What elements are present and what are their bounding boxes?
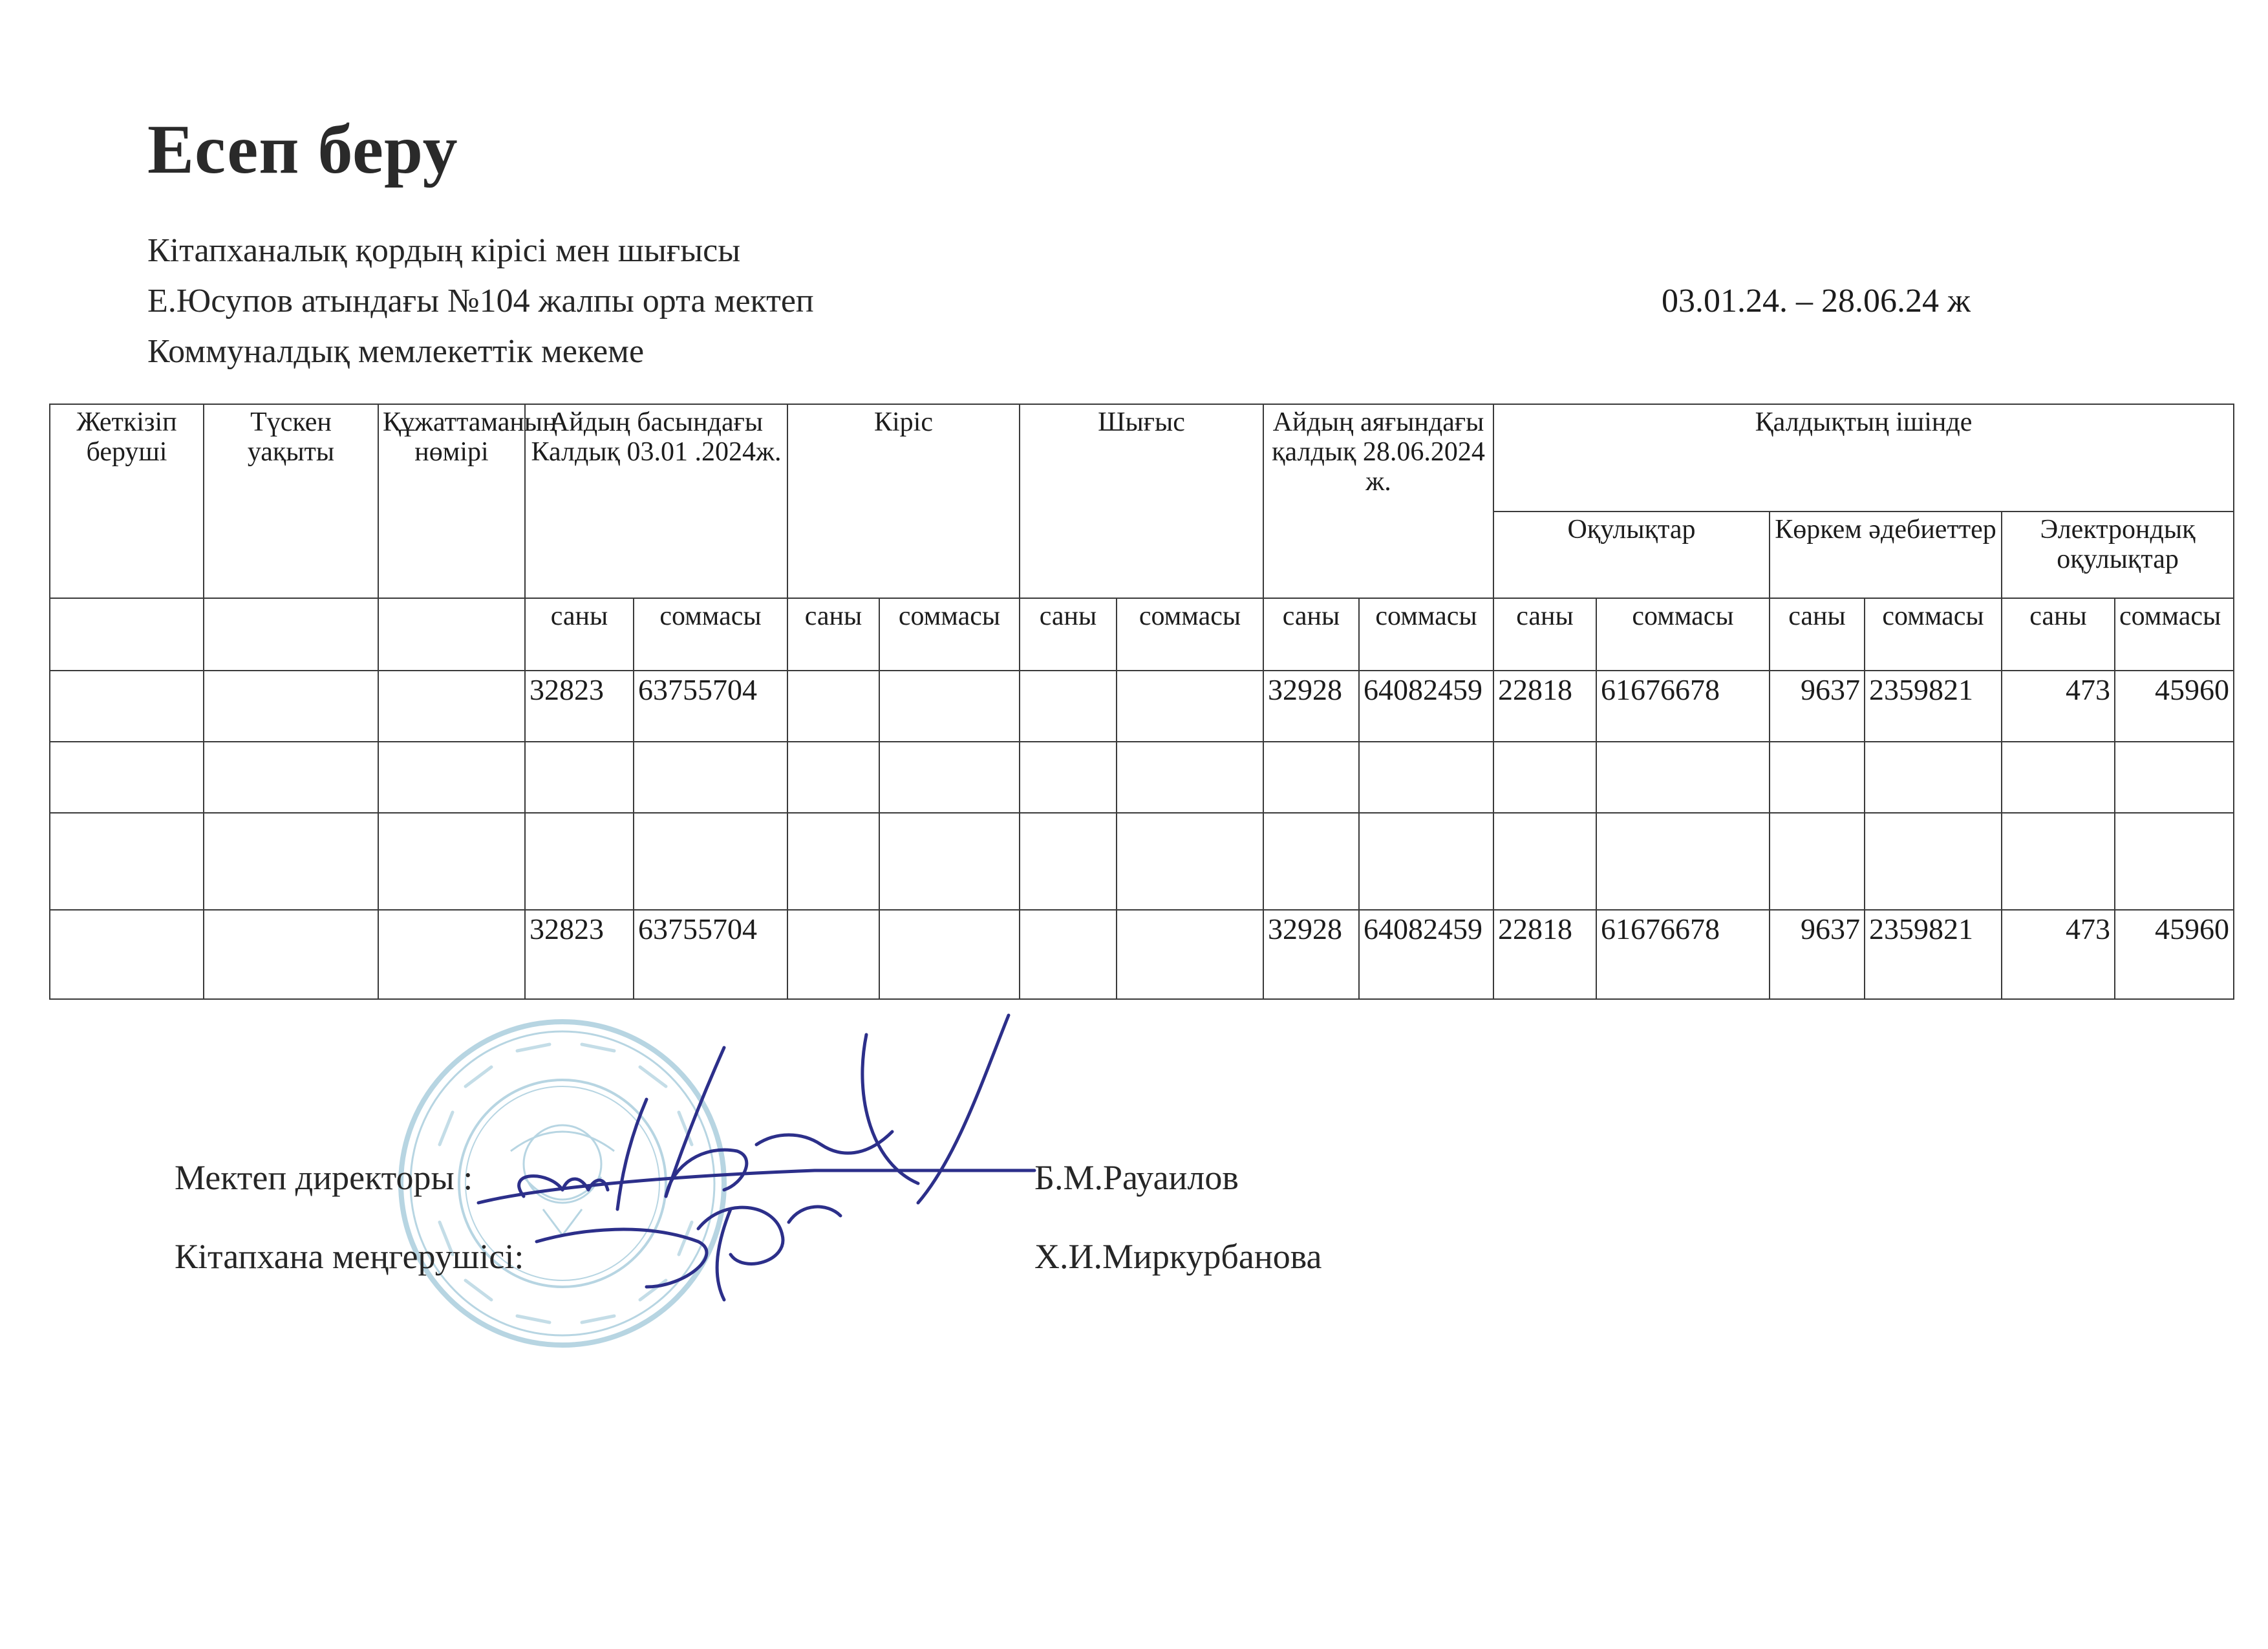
- header-end-balance: Айдың аяғындағы қалдық 28.06.2024 ж.: [1263, 404, 1493, 598]
- table-cell: [50, 598, 204, 671]
- electronic-sum: 45960: [2115, 671, 2234, 742]
- table-cell: [1117, 742, 1263, 813]
- table-cell: [50, 813, 204, 910]
- header-textbooks: Оқулықтар: [1493, 512, 1770, 598]
- page-title: Есеп беру: [147, 111, 458, 188]
- table-cell: [50, 742, 204, 813]
- table-cell: [1596, 742, 1770, 813]
- fiction-sum: 2359821: [1865, 910, 2002, 999]
- table-cell: [1020, 742, 1117, 813]
- table-cell: [1770, 813, 1865, 910]
- subheader-sum: соммасы: [879, 598, 1020, 671]
- table-cell: [378, 742, 525, 813]
- subheader-sum: соммасы: [1117, 598, 1263, 671]
- subheader-sum: соммасы: [634, 598, 787, 671]
- expense-count: [1020, 910, 1117, 999]
- fiction-count: 9637: [1770, 910, 1865, 999]
- table-cell: [1263, 742, 1359, 813]
- subheader-count: саны: [1493, 598, 1596, 671]
- table-cell: [787, 813, 879, 910]
- table-cell: [204, 671, 378, 742]
- expense-sum: [1117, 910, 1263, 999]
- table-cell: [1359, 742, 1493, 813]
- income-count: [787, 671, 879, 742]
- header-supplier: Жеткізіп беруші: [50, 404, 204, 598]
- header-document-number: Құжаттаманың нөмірі: [378, 404, 525, 598]
- table-cell: [1263, 813, 1359, 910]
- table-cell: [50, 910, 204, 999]
- table-cell: [204, 742, 378, 813]
- subheader-count: саны: [1263, 598, 1359, 671]
- table-cell: [1493, 813, 1596, 910]
- table-cell: [1770, 742, 1865, 813]
- end-balance-sum: 64082459: [1359, 671, 1493, 742]
- table-cell: [1865, 813, 2002, 910]
- subheader-sum: соммасы: [2115, 598, 2234, 671]
- start-balance-sum: 63755704: [634, 671, 787, 742]
- table-cell: [1865, 742, 2002, 813]
- electronic-count: 473: [2002, 671, 2115, 742]
- income-count: [787, 910, 879, 999]
- income-sum: [879, 671, 1020, 742]
- table-cell: [378, 598, 525, 671]
- table-row: [50, 742, 2234, 813]
- director-name: Б.М.Рауаилов: [1034, 1158, 1239, 1197]
- end-balance-count: 32928: [1263, 910, 1359, 999]
- table-cell: [2115, 742, 2234, 813]
- subheader-count: саны: [787, 598, 879, 671]
- table-cell: [378, 910, 525, 999]
- report-period: 03.01.24. – 28.06.24 ж: [1662, 283, 1971, 319]
- header-fiction: Көркем әдебиеттер: [1770, 512, 2002, 598]
- start-balance-sum: 63755704: [634, 910, 787, 999]
- table-cell: [1359, 813, 1493, 910]
- table-row: [50, 813, 2234, 910]
- institution-type: Коммуналдық мемлекеттік мекеме: [147, 333, 645, 370]
- table-cell: [50, 671, 204, 742]
- textbooks-count: 22818: [1493, 910, 1596, 999]
- subheader-sum: соммасы: [1596, 598, 1770, 671]
- table-row-total: [50, 910, 2234, 999]
- expense-sum: [1117, 671, 1263, 742]
- school-name: Е.Юсупов атындағы №104 жалпы орта мектеп: [147, 283, 814, 319]
- header-in-balance: Қалдықтың ішінде: [1493, 404, 2234, 512]
- subheader-count: саны: [525, 598, 634, 671]
- table-cell: [1596, 813, 1770, 910]
- end-balance-count: 32928: [1263, 671, 1359, 742]
- report-table: [49, 404, 2234, 1000]
- table-cell: [2115, 813, 2234, 910]
- table-cell: [879, 813, 1020, 910]
- expense-count: [1020, 671, 1117, 742]
- table-cell: [2002, 813, 2115, 910]
- subheader-sum: соммасы: [1865, 598, 2002, 671]
- table-row: [50, 671, 2234, 742]
- header-expense: Шығыс: [1020, 404, 1263, 598]
- textbooks-sum: 61676678: [1596, 671, 1770, 742]
- header-start-balance: Айдың басындағы Калдық 03.01 .2024ж.: [525, 404, 787, 598]
- header-received-time: Түскен уақыты: [204, 404, 378, 598]
- table-cell: [204, 813, 378, 910]
- table-cell: [525, 813, 634, 910]
- subheader-count: саны: [2002, 598, 2115, 671]
- header-electronic: Электрондық оқулықтар: [2002, 512, 2234, 598]
- electronic-count: 473: [2002, 910, 2115, 999]
- table-cell: [525, 742, 634, 813]
- table-cell: [634, 742, 787, 813]
- income-sum: [879, 910, 1020, 999]
- subheader-count: саны: [1020, 598, 1117, 671]
- table-cell: [378, 671, 525, 742]
- electronic-sum: 45960: [2115, 910, 2234, 999]
- table-cell: [204, 598, 378, 671]
- subheader-count: саны: [1770, 598, 1865, 671]
- director-label: Мектеп директоры :: [175, 1158, 473, 1197]
- table-cell: [787, 742, 879, 813]
- start-balance-count: 32823: [525, 910, 634, 999]
- table-cell: [879, 742, 1020, 813]
- fiction-sum: 2359821: [1865, 671, 2002, 742]
- fiction-count: 9637: [1770, 671, 1865, 742]
- table-cell: [204, 910, 378, 999]
- table-cell: [2002, 742, 2115, 813]
- subheader-sum: соммасы: [1359, 598, 1493, 671]
- table-cell: [634, 813, 787, 910]
- report-subtitle: Кітапханалық қордың кірісі мен шығысы: [147, 232, 741, 269]
- table-cell: [1493, 742, 1596, 813]
- report-table-container: [49, 404, 2233, 998]
- handwritten-signature-icon: [453, 1009, 1067, 1313]
- end-balance-sum: 64082459: [1359, 910, 1493, 999]
- start-balance-count: 32823: [525, 671, 634, 742]
- table-cell: [1020, 813, 1117, 910]
- header-income: Кіріс: [787, 404, 1020, 598]
- textbooks-count: 22818: [1493, 671, 1596, 742]
- librarian-label: Кітапхана меңгерушісі:: [175, 1237, 524, 1276]
- table-cell: [1117, 813, 1263, 910]
- table-cell: [378, 813, 525, 910]
- librarian-name: Х.И.Миркурбанова: [1034, 1237, 1322, 1276]
- textbooks-sum: 61676678: [1596, 910, 1770, 999]
